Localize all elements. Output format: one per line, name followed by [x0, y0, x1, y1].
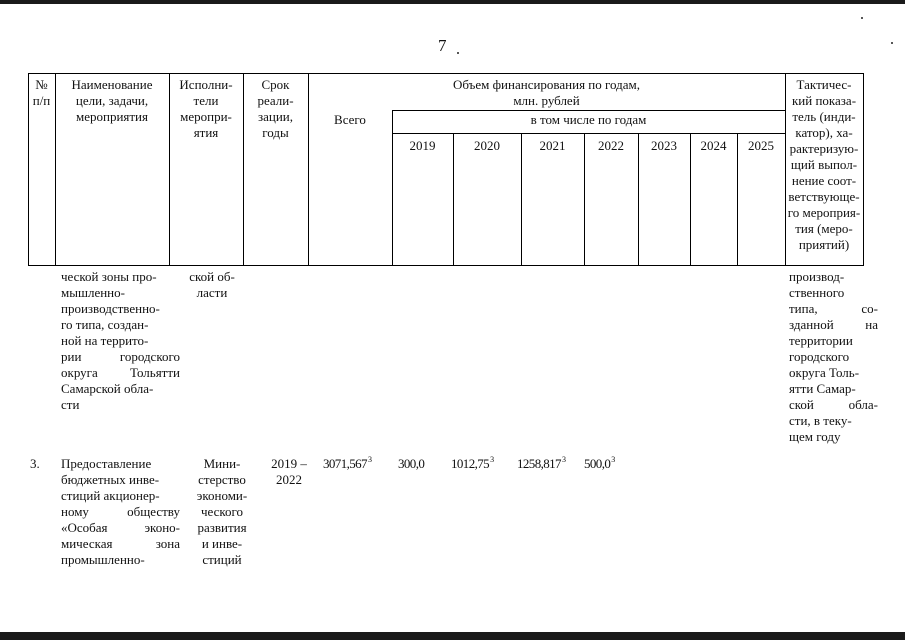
- row3-name-word: «Особая: [61, 520, 108, 535]
- header-year-2021: 2021: [539, 138, 566, 153]
- header-year-2019: 2019: [409, 138, 436, 153]
- scan-speck: [861, 17, 863, 19]
- row3-name-word: обществу: [127, 504, 180, 519]
- header-year-2025: 2025: [748, 138, 774, 153]
- continued-name-word: городского: [119, 349, 180, 364]
- page-number: 7: [438, 36, 447, 55]
- continued-indicator-word: со-: [861, 301, 878, 316]
- header-including-by-years: в том числе по годам: [530, 112, 647, 127]
- scan-speck: [891, 42, 893, 44]
- row3-2019: 300,0: [398, 456, 425, 471]
- continued-indicator-word: типа,: [789, 301, 818, 316]
- header-year-2023: 2023: [651, 138, 677, 153]
- row3-2020: 1012,75$^3$: [451, 455, 494, 471]
- header-col-total: Всего: [334, 112, 366, 127]
- continued-indicator-word: ской: [789, 397, 814, 412]
- header-year-2022: 2022: [598, 138, 624, 153]
- continued-name-word: округа: [61, 365, 98, 380]
- row3-name-word: зона: [155, 536, 180, 551]
- row3-name-word: ному: [61, 504, 89, 519]
- header-year-2024: 2024: [700, 138, 727, 153]
- header-year-2020: 2020: [474, 138, 500, 153]
- row3-2021: 1258,817$^3$: [517, 455, 566, 471]
- scan-speck: [457, 52, 459, 54]
- continued-name-word: Тольятти: [129, 365, 180, 380]
- continued-indicator-word: зданной: [789, 317, 834, 332]
- continued-name-word: рии: [61, 349, 82, 364]
- scan-border-bottom: [0, 632, 905, 640]
- continued-indicator-word: обла-: [848, 397, 878, 412]
- row3-name-word: мическая: [61, 536, 113, 551]
- scan-border-top: [0, 0, 905, 4]
- row3-number: 3.: [30, 456, 40, 471]
- row3-total: 3071,567$^3$: [323, 455, 372, 471]
- row3-name-word: эконо-: [144, 520, 180, 535]
- continued-indicator-word: на: [865, 317, 878, 332]
- row3-2022: 500,0$^3$: [584, 455, 615, 471]
